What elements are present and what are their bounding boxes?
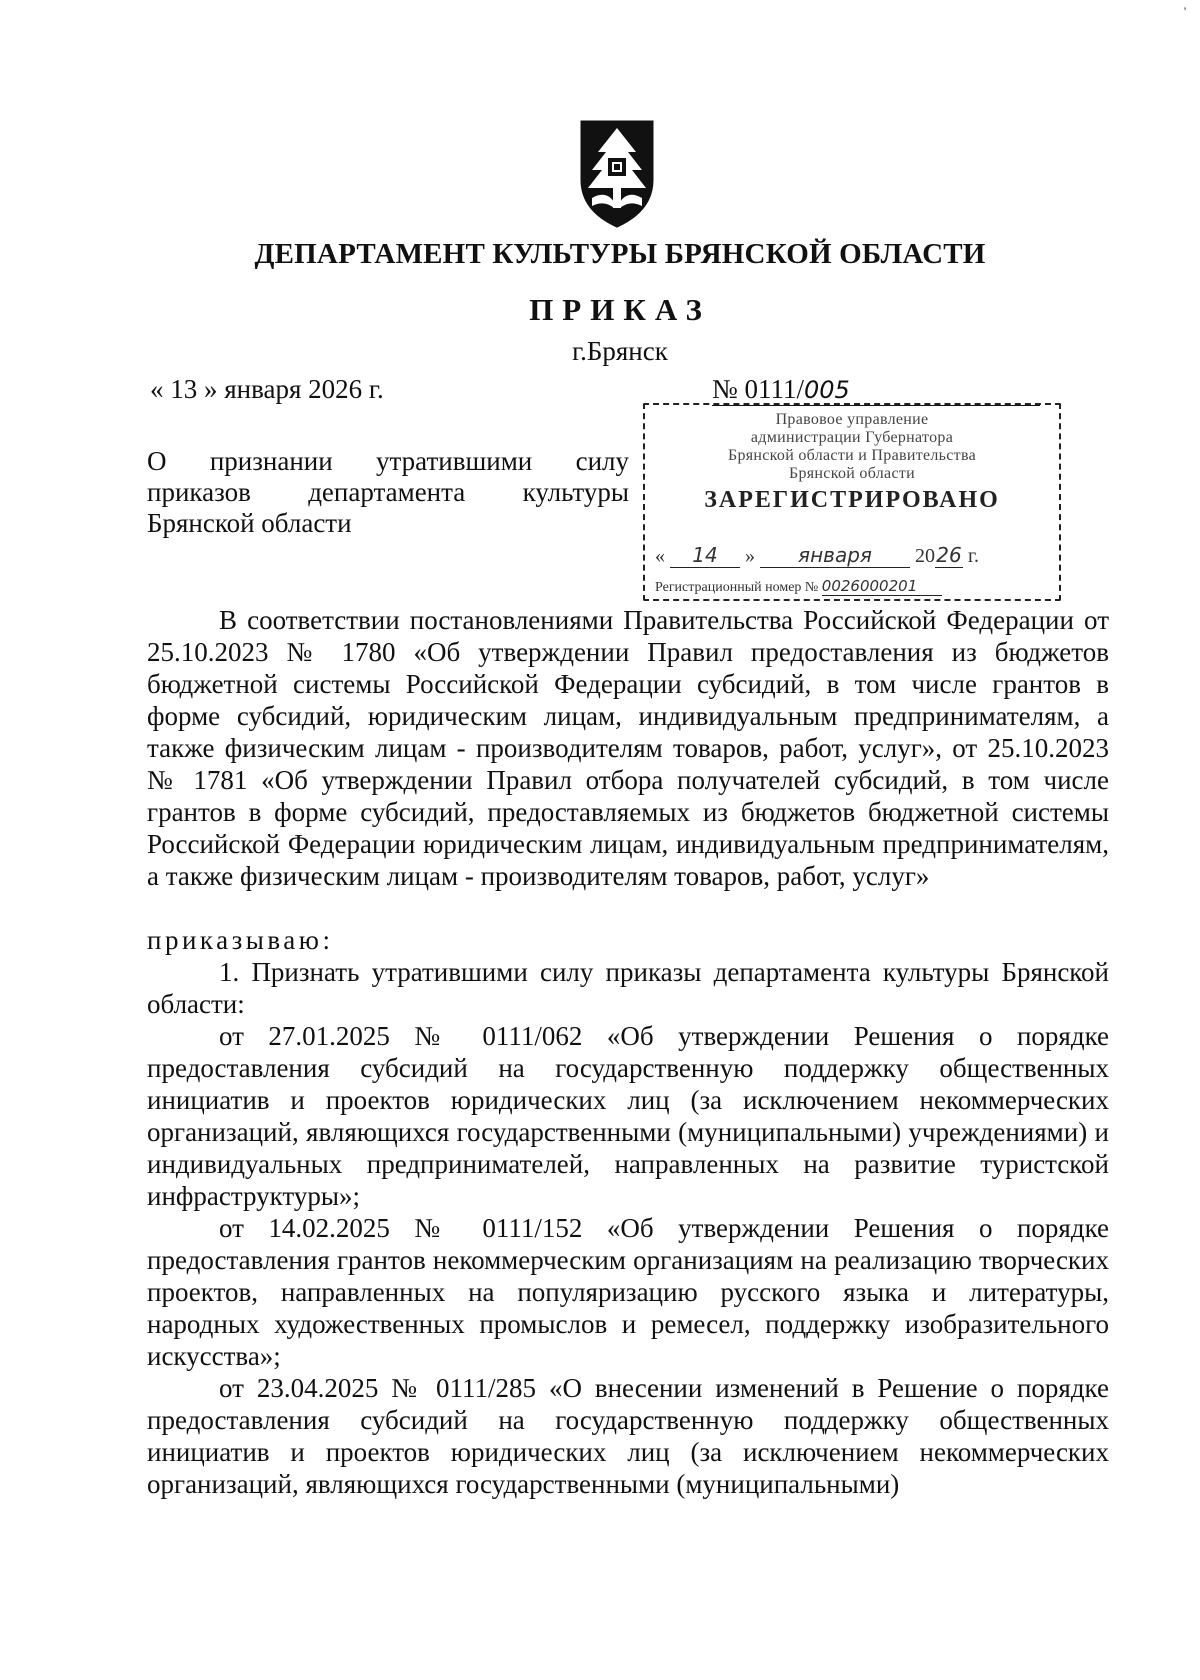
stamp-org-line-1: Правовое управление [775,411,929,428]
order-word: приказываю: [147,925,334,955]
subject-line-2: приказов департамента культуры [147,477,629,507]
subject-line-3: Брянской области [147,508,352,538]
document-date: « 13 » января 2026 г. [150,374,384,404]
stamp-org-line-3: Брянской области и Правительства [727,447,977,464]
stamp-organization [645,411,1059,483]
subject-line-1: О признании утратившими силу [147,446,629,476]
document-number-prefix: № 0111/ [712,374,805,404]
registration-stamp [643,403,1061,601]
repealed-order-3: от 23.04.2025 № 0111/285 «О внесении изменений в Решение о порядке предоставления субсидий на государственную поддержку общественных инициатив и проектов юридических лиц (за исключением некоммерческих организаций, являющихся государственными (муниципальными) [147,1373,1109,1499]
preamble-paragraph: В соответствии постановлениями Правительства Российской Федерации от 25.10.2023 № 1780 «Об утверждении Правил предоставления из бюджетов бюджетной системы Российской Федерации субсидий, в том числе грантов в форме субсидий, юридическим лицам, индивидуальным предпринимателям, а также физическим лицам - производителям товаров, работ, услуг», от 25.10.2023 № 1781 «Об утверждении Правил отбора получателей субсидий, в том числе грантов в форме субсидий, предоставляемых из бюджетов бюджетной системы Российской Федерации юридическим лицам, индивидуальным предпринимателям, а также физическим лицам - производителям товаров, работ, услуг» [147,605,1109,891]
stamp-status: ЗАРЕГИСТРИРОВАНО [704,487,1000,513]
stamp-reg-number: 0026000201 [822,577,942,596]
document-number-handwritten: 005 [804,376,850,404]
city-name: г.Брянск [572,336,668,366]
stamp-date: « 14 » января 2026 г. [655,543,979,567]
scan-mark: ' [1184,4,1187,18]
coat-of-arms-emblem [578,118,656,230]
paragraph-gap [147,892,1109,924]
repealed-order-2: от 14.02.2025 № 0111/152 «Об утверждении Решения о порядке предоставления грантов некоммерческим организациям на реализацию творческих проектов, направленных на популяризацию русского языка и литературы, народных художественных промыслов и ремесел, поддержку изобразительного искусства»; [147,1213,1109,1371]
document-type-title: ПРИКАЗ [529,292,711,327]
stamp-org-line-2: администрации Губернатора [750,429,954,446]
order-item-1: 1. Признать утратившими силу приказы департамента культуры Брянской области: [147,957,1109,1019]
department-title: ДЕПАРТАМЕНТ КУЛЬТУРЫ БРЯНСКОЙ ОБЛАСТИ [254,238,986,270]
stamp-month: января [760,543,910,568]
document-subject [147,446,629,539]
document-body [147,604,1109,1500]
stamp-org-line-4: Брянской области [788,465,916,482]
repealed-order-1: от 27.01.2025 № 0111/062 «Об утверждении Решения о порядке предоставления субсидий на государственную поддержку общественных инициатив и проектов юридических лиц (за исключением некоммерческих организаций, являющихся государственными (муниципальными) учреждениями) и индивидуальных предпринимателей, направленных на развитие туристской инфраструктуры»; [147,1021,1109,1211]
stamp-year-prefix: 20 [915,545,935,567]
document-number [712,374,1040,406]
stamp-registration-number [655,577,942,596]
stamp-day: 14 [670,543,740,568]
stamp-year-end: г. [968,545,979,567]
stamp-reg-label: Регистрационный номер № [655,580,819,595]
stamp-year-suffix: 26 [936,543,962,567]
